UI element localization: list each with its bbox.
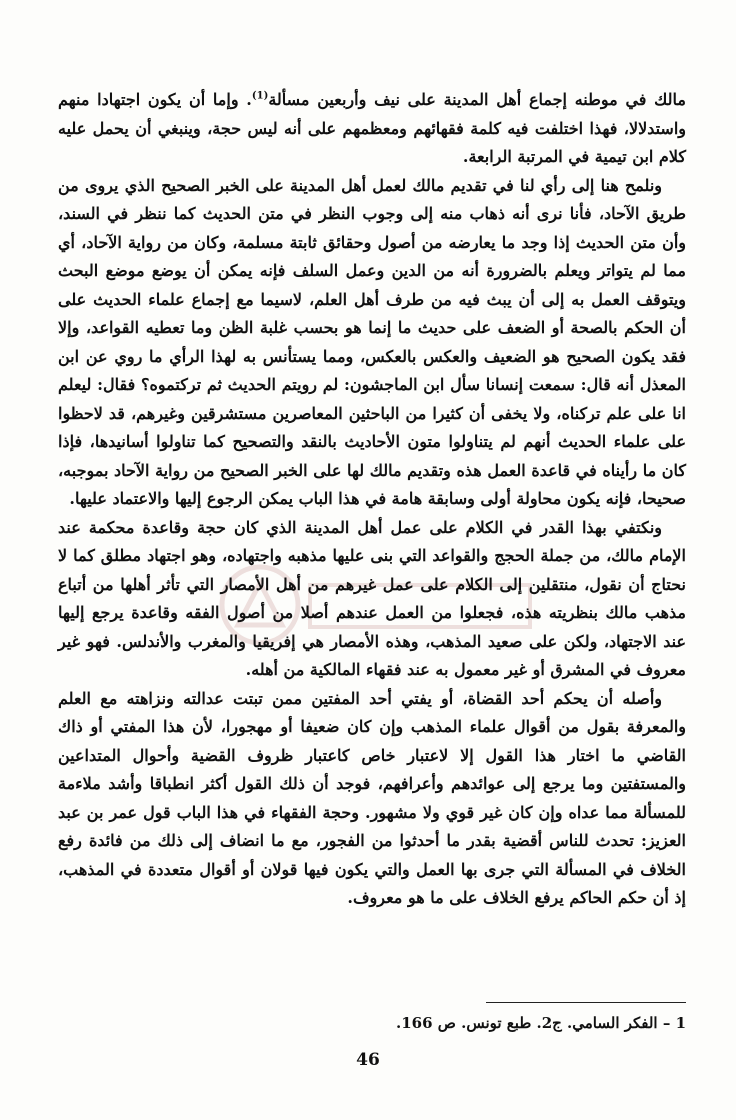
footnote-reference[interactable]: (1) bbox=[251, 90, 269, 102]
page-number: 46 bbox=[356, 1050, 380, 1070]
paragraph-1 bbox=[58, 86, 686, 172]
footnote-number: 1 bbox=[675, 1014, 686, 1032]
footnote bbox=[58, 1014, 686, 1032]
paragraph-2: ونلمح هنا إلى رأي لنا في تقديم مالك لعمل أهل المدينة على الخبر الصحيح الذي يروى من طريق الآحاد، فأنا نرى أنه ذهاب منه إلى وجوب النظر في متن الحديث كما ننظر في السند، وأن متن الحديث إذا وجد ما يعارضه من أصول وحقائق ثابتة مسلمة، وكان من رواية الآحاد، أي مما لم يتواتر ويعلم بالضرورة أنه من الدين وعمل السلف فإنه يمكن أن يوضع موضع البحث ويتوقف العمل به إلى أن يبث فيه من طرف أهل العلم، لاسيما مع إجماع علماء الحديث على أن الحكم بالصحة أو الضعف على حديث ما إنما هو بحسب غلبة الظن وما تعطيه القواعد، وإلا فقد يكون الصحيح هو الضعيف والعكس بالعكس، ومما يستأنس به لهذا الرأي ما روي عن ابن المعذل أنه قال: سمعت إنسانا سأل ابن الماجشون: لم رويتم الحديث ثم تركتموه؟ فقال: ليعلم انا على علم تركناه، ولا يخفى أن كثيرا من الباحثين المعاصرين مستشرقين وغيرهم، قد لاحظوا على علماء الحديث أنهم لم يتناولوا متون الأحاديث بالنقد والتصحيح كما تناولوا أسانيدها، فإذا كان ما رأيناه في قاعدة العمل هذه وتقديم مالك لها على الخبر الصحيح من رواية الآحاد بموجبه، صحيحا، فإنه يكون محاولة أولى وسابقة هامة في هذا الباب يمكن الرجوع إليها والاعتماد عليها. bbox=[58, 175, 687, 508]
paragraph-3: ونكتفي بهذا القدر في الكلام على عمل أهل المدينة الذي كان حجة وقاعدة محكمة عند الإمام مالك، من جملة الحجج والقواعد التي بنى عليها مذهبه واجتهاده، وهو اجتهاد مطلق كما لا نحتاج أن نقول، منتقلين إلى الكلام على عمل غيرهم من أهل الأمصار التي تأثر أهلها من أتباع مذهب مالك بنظريته هذه، فجعلوا من العمل عندهم أصلا من أصول الفقه وقاعدة يرجع إليها عند الاجتهاد، ولكن على صعيد المذهب، وهذه الأمصار هي إفريقيا والمغرب والأندلس. فهو غير معروف في المشرق أو غير معمول به عند فقهاء المالكية من أهله. bbox=[58, 517, 687, 679]
paragraph-1-text-start: مالك في موطنه إجماع أهل المدينة على نيف وأربعين مسألة bbox=[268, 90, 686, 109]
paragraph-4: وأصله أن يحكم أحد القضاة، أو يفتي أحد المفتين ممن تبتت عدالته ونزاهته مع العلم والمعرفة بقول من أقوال علماء المذهب وإن كان ضعيفا أو مهجورا، لأن هذا المفتي أو ذاك القاضي ما اختار هذا القول إلا لاعتبار خاص كاعتبار ظروف القضية وأحوال المتداعين والمستفتين وما يرجع إلى عوائدهم وأعرافهم، فوجد أن ذلك القول أكثر انطباقا وأشد ملاءمة للمسألة مما عداه وإن كان غير قوي ولا مشهور. وحجة الفقهاء في هذا الباب قول عمر بن عبد العزيز: تحدث للناس أقضية بقدر ما أحدثوا من الفجور، مع ما انضاف إلى ذلك من فائدة رفع الخلاف في المسألة التي جرى بها العمل والتي يكون فيها قولان أو أقوال متعددة في المذهب، إذ أن حكم الحاكم يرفع الخلاف على ما هو معروف. bbox=[58, 688, 686, 907]
footnote-text: – الفكر السامي. ج2. طبع تونس. ص 166. bbox=[396, 1014, 671, 1032]
footnote-divider bbox=[486, 1002, 686, 1003]
body-text bbox=[58, 86, 686, 913]
paragraph-1-text-end: . وإما أن يكون اجتهادا منهم واستدلالا، فهذا اختلفت فيه كلمة فقهائهم ومعظمهم على أنه ليس حجة، وينبغي أن يحمل عليه كلام ابن تيمية في المرتبة الرابعة. bbox=[58, 90, 686, 166]
